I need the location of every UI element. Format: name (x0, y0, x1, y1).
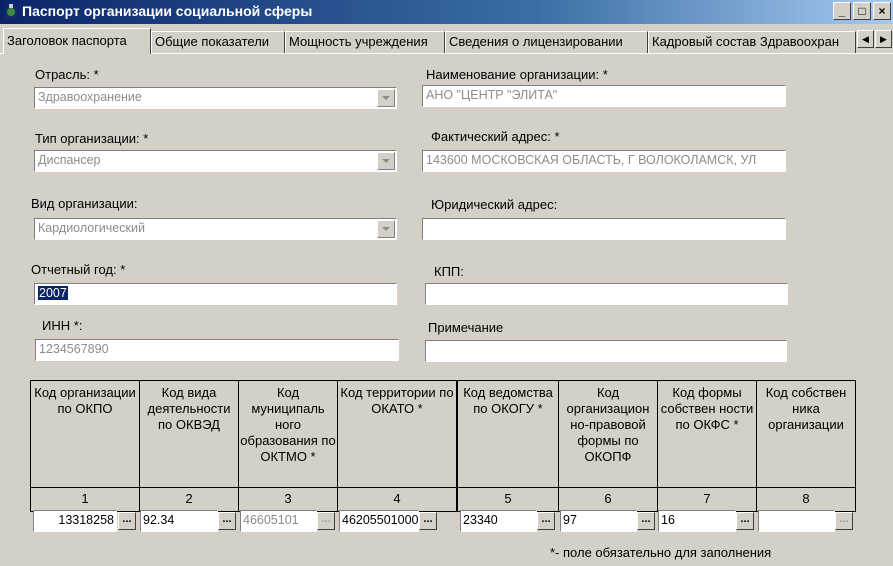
org-kind-select[interactable] (34, 218, 397, 240)
report-year-label: Отчетный год: * (31, 262, 126, 277)
report-year-value: 2007 (39, 286, 67, 300)
okved-lookup-button[interactable]: ... (218, 512, 236, 530)
column-header-okpo: Код организации по ОКПО (31, 381, 140, 487)
industry-value: Здравоохранение (38, 90, 142, 104)
column-header-okfs: Код формы собствен ности по ОКФС * (658, 381, 757, 487)
okopf-input[interactable]: 97 (560, 510, 637, 532)
okopf-lookup-button[interactable]: ... (637, 512, 655, 530)
column-number: 3 (239, 487, 338, 511)
close-button[interactable]: × (873, 2, 891, 20)
tab-passport-header[interactable]: Заголовок паспорта (3, 28, 151, 54)
tab-general-indicators[interactable]: Общие показатели (151, 31, 285, 53)
org-name-input[interactable]: АНО "ЦЕНТР "ЭЛИТА" (422, 85, 786, 107)
required-footnote: *- поле обязательно для заполнения (550, 545, 772, 560)
org-type-value: Диспансер (38, 153, 101, 167)
okfs-lookup-button[interactable]: ... (736, 512, 754, 530)
actual-address-input[interactable]: 143600 МОСКОВСКАЯ ОБЛАСТЬ, Г ВОЛОКОЛАМСК, УЛ (422, 150, 786, 172)
column-header-okato: Код территории по ОКАТО * (338, 381, 458, 487)
okpo-input[interactable]: 13318258 (33, 510, 117, 532)
column-number: 5 (458, 487, 559, 511)
column-number: 1 (31, 487, 140, 511)
okfs-input[interactable]: 16 (658, 510, 736, 532)
chevron-down-icon[interactable] (377, 220, 395, 238)
codes-table (30, 380, 856, 512)
kpp-input[interactable] (425, 283, 788, 305)
column-header-oktmo: Код муниципаль ного образования по ОКТМО * (239, 381, 338, 487)
okogu-lookup-button[interactable]: ... (537, 512, 555, 530)
industry-label: Отрасль: * (35, 67, 99, 82)
org-type-label: Тип организации: * (35, 131, 149, 146)
maximize-button[interactable]: □ (853, 2, 871, 20)
org-kind-label: Вид организации: (31, 196, 138, 211)
minimize-button[interactable]: _ (833, 2, 851, 20)
actual-address-label: Фактический адрес: * (431, 129, 560, 144)
owner-lookup-button[interactable]: ... (835, 512, 853, 530)
report-year-input[interactable] (34, 283, 397, 305)
column-header-okopf: Код организацион но-правовой формы по ОКОПФ (559, 381, 658, 487)
title-bar[interactable] (0, 0, 893, 24)
okogu-input[interactable]: 23340 (460, 510, 537, 532)
column-number: 7 (658, 487, 757, 511)
column-header-okved: Код вида деятельности по ОКВЭД (140, 381, 239, 487)
app-icon (3, 3, 19, 21)
column-header-owner: Код собствен ника организации (765, 385, 847, 432)
note-input[interactable] (425, 340, 787, 362)
column-number: 6 (559, 487, 658, 511)
okato-input[interactable]: 46205501000 (339, 510, 419, 532)
window-title: Паспорт организации социальной сферы (22, 3, 313, 19)
kpp-label: КПП: (434, 264, 464, 279)
legal-address-input[interactable] (422, 218, 786, 240)
column-number: 4 (338, 487, 458, 511)
industry-select[interactable] (34, 87, 397, 109)
chevron-down-icon[interactable] (377, 152, 395, 170)
owner-input[interactable] (758, 510, 835, 532)
tab-scroll-right-button[interactable]: ▶ (875, 30, 892, 48)
tab-capacity[interactable]: Мощность учреждения (285, 31, 445, 53)
note-label: Примечание (428, 320, 504, 335)
column-number: 2 (140, 487, 239, 511)
oktmo-input[interactable]: 46605101 (240, 510, 317, 532)
okpo-lookup-button[interactable]: ... (118, 512, 136, 530)
chevron-down-icon[interactable] (377, 89, 395, 107)
org-name-label: Наименование организации: * (426, 67, 608, 82)
tab-licensing[interactable]: Сведения о лицензировании (445, 31, 648, 53)
tab-scroll-left-button[interactable]: ◀ (857, 30, 874, 48)
inn-input[interactable]: 1234567890 (35, 339, 399, 361)
column-header-okogu: Код ведомства по ОКОГУ * (458, 381, 559, 487)
oktmo-lookup-button[interactable]: ... (317, 512, 335, 530)
column-number: 8 (757, 487, 855, 511)
tab-staff[interactable]: Кадровый состав Здравоохран (648, 31, 856, 53)
tab-strip (0, 28, 893, 54)
legal-address-label: Юридический адрес: (431, 197, 558, 212)
okato-lookup-button[interactable]: ... (419, 512, 437, 530)
org-kind-value: Кардиологический (38, 221, 145, 235)
okved-input[interactable]: 92.34 (140, 510, 218, 532)
inn-label: ИНН *: (42, 318, 83, 333)
org-type-select[interactable] (34, 150, 397, 172)
